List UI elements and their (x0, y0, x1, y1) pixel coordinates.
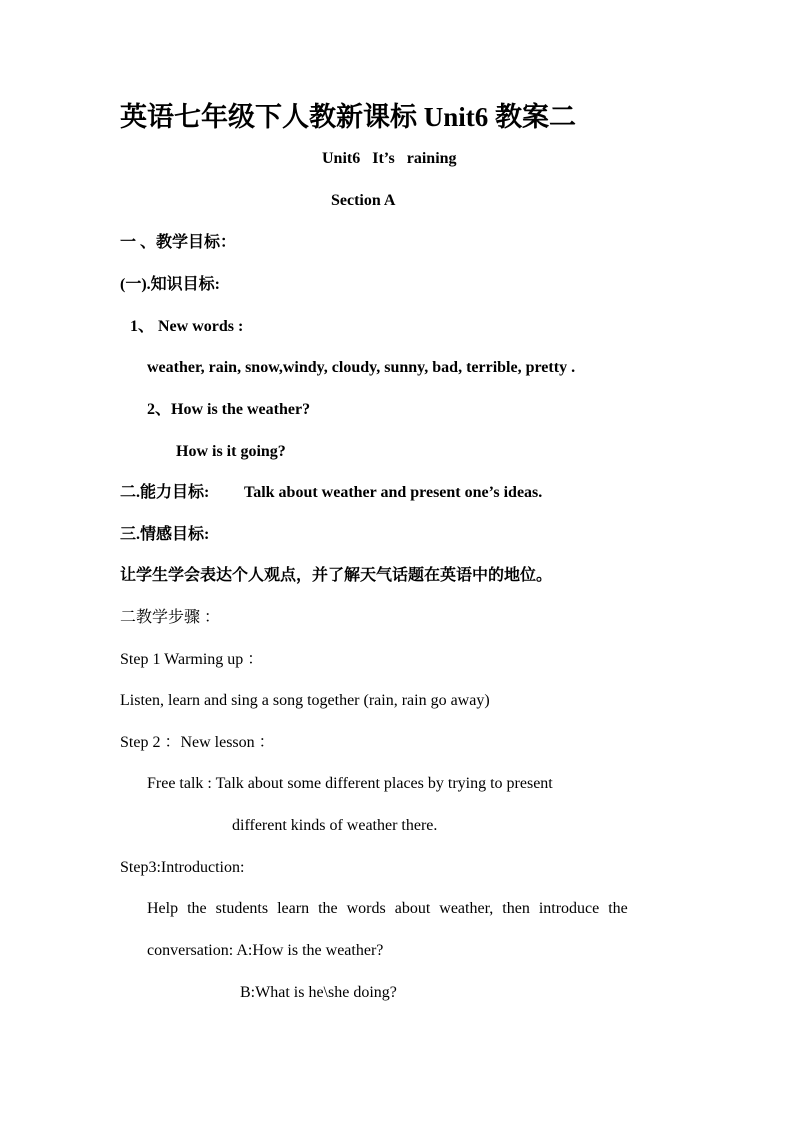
item-new-words: 1、 New words : (130, 318, 244, 335)
emotion-goals-label: 三.情感目标: (120, 526, 210, 543)
new-words-list: weather, rain, snow,windy, cloudy, sunny, bad, terrible, pretty . (147, 359, 576, 376)
ability-goals-text: Talk about weather and present one’s ideas. (244, 484, 543, 501)
heading-teaching-steps: 二教学步骤 ： (120, 609, 221, 626)
step3-text-line3: B:What is he\she doing? (240, 984, 397, 1001)
unit-subtitle: Unit6 It’s raining (322, 150, 457, 167)
ability-goals-label: 二.能力目标: (120, 484, 210, 501)
step2-text-line2: different kinds of weather there. (232, 817, 438, 834)
step3-text-line2: conversation: A:How is the weather? (147, 942, 384, 959)
step2-text-line1: Free talk : Talk about some different places by trying to present (147, 775, 553, 792)
heading-knowledge-goals: (一).知识目标: (120, 276, 220, 293)
step3-text-line1: Help the students learn the words about weather, then introduce the (147, 900, 628, 917)
item-how-going: How is it going? (176, 443, 286, 460)
step3-title: Step3:Introduction: (120, 859, 245, 876)
document-title: 英语七年级下人教新课标 Unit6 教案二 (120, 102, 577, 132)
step1-title: Step 1 Warming up ： (120, 651, 264, 668)
emotion-goals-text: 让学生学会表达个人观点，并了解天气话题在英语中的地位。 (120, 567, 553, 584)
heading-teaching-goals: 一 、教学目标： (120, 234, 237, 251)
step1-text: Listen, learn and sing a song together (rain, rain go away) (120, 692, 490, 709)
item-how-weather: 2、How is the weather? (147, 401, 311, 418)
section-label: Section A (331, 192, 396, 209)
step2-title: Step 2 ：New lesson ： (120, 734, 275, 751)
